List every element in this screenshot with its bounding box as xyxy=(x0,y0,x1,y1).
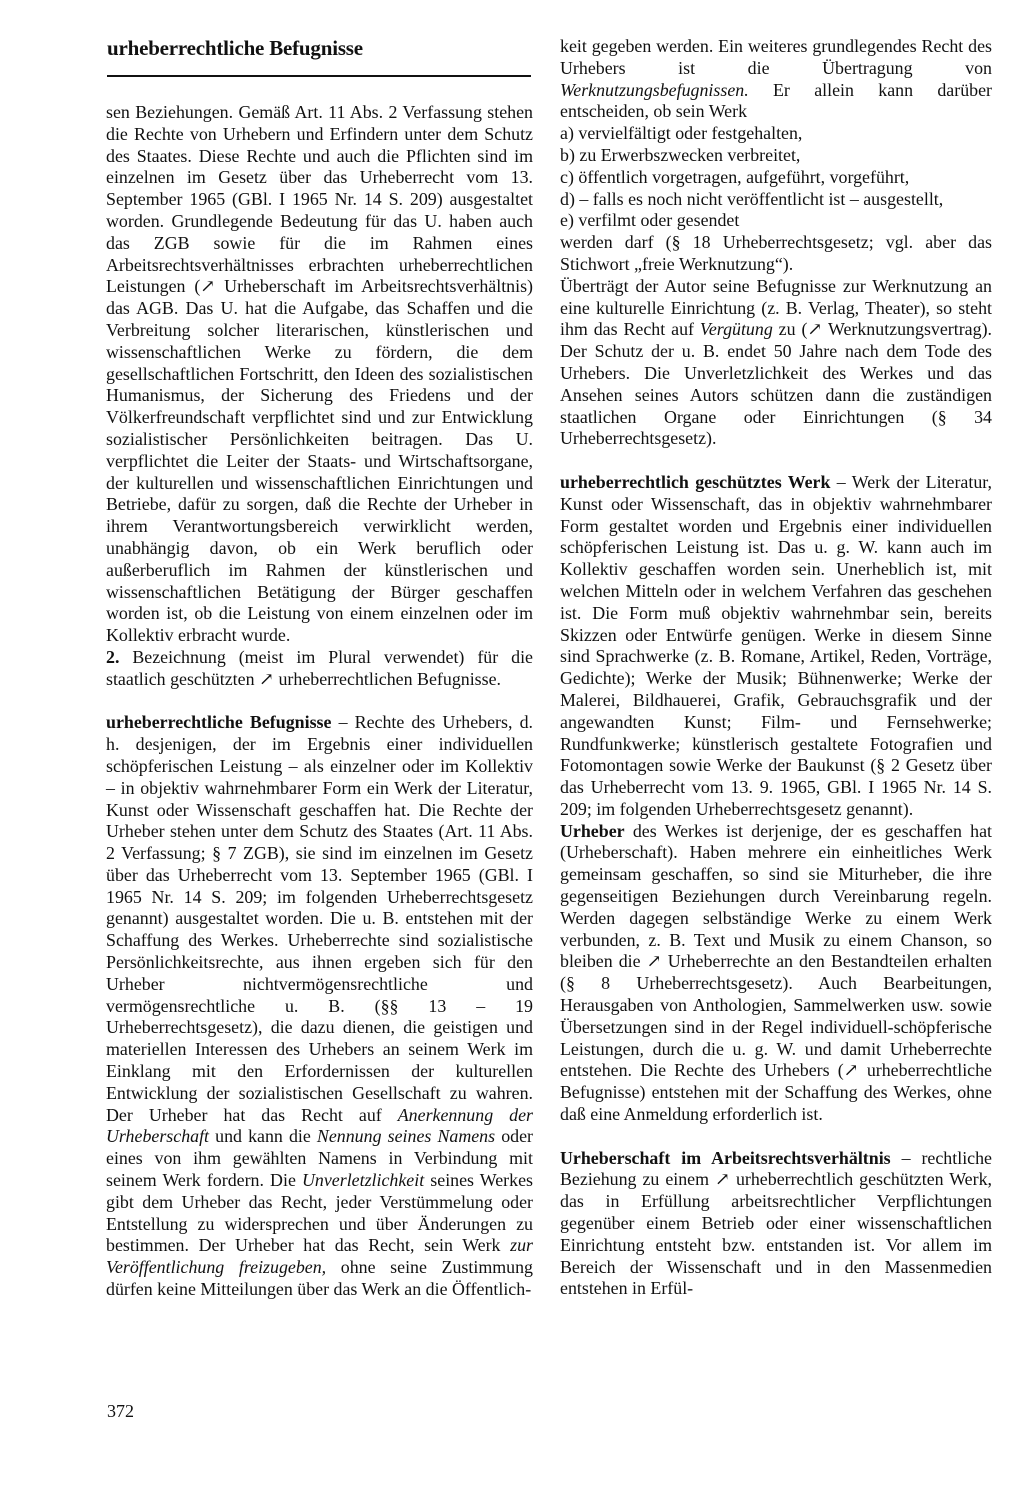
paragraph-text: Überträgt der Autor seine Befugnisse zur Werknutzung an eine kulturelle Einrichtung (z. B. Verlag, Theater), so steht ihm das Recht auf xyxy=(560,275,992,340)
paragraph-continued xyxy=(560,36,992,123)
paragraph-text: zu (↗ Werknutzungsvertrag). Der Schutz der u. B. endet 50 Jahre nach dem Tode des Urhebers. Die Unverletzlichkeit des Werkes und das Ansehen seines Autors schützen dann die zuständigen staatlichen Organe oder Einrichtungen (§ 34 Urheberrechtsgesetz). xyxy=(560,319,992,449)
entry-text: seines Werkes gibt dem Urheber das Recht, jeder Verstümmelung oder Entstellung zu widersprechen und über Änderungen zu bestimmen. Der Urheber hat das Recht, sein Werk xyxy=(106,1170,533,1256)
entry-urheberrechtlich-geschuetztes-werk xyxy=(560,472,992,821)
paragraph-continued: sen Beziehungen. Gemäß Art. 11 Abs. 2 Verfassung stehen die Rechte von Urhebern und Erfindern unter dem Schutz des Staates. Diese Rechte und auch die Pflichten sind im einzelnen im Gesetz über das Urheberrecht vom 13. September 1965 (GBl. I 1965 Nr. 14 S. 209) ausgestaltet worden. Grundlegende Bedeutung für das U. haben auch das ZGB sowie für die im Rahmen eines Arbeitsrechtsverhältnisses erbrachten urheberrechtlichen Leistungen (↗ Urheberschaft im Arbeitsrechtsverhältnis) das AGB. Das U. hat die Aufgabe, das Schaffen und die Verbreitung solcher literarischen, künstlerischen und wissenschaftlichen Werke zu fördern, die dem gesellschaftlichen Fortschritt, den Ideen des sozialistischen Humanismus, der Sicherung des Friedens und der Völkerfreundschaft verpflichtet sind und zur Entwicklung sozialistischer Persönlichkeiten beitragen. Das U. verpflichtet die Leiter der Staats- und Wirtschaftsorgane, der kulturellen und wissenschaftlichen Einrichtungen und Betriebe, dafür zu sorgen, daß die Rechte der Urheber in ihrem Verantwortungsbereich verwirklicht werden, unabhängig davon, ob ein Werk beruflich oder außerberuflich im Rahmen der künstlerischen und wissenschaftlichen Betätigung der Bürger geschaffen worden ist, ob die Leistung von einem einzelnen oder im Kollektiv erbracht wurde. xyxy=(106,102,533,646)
paragraph-numbered-2 xyxy=(106,647,533,691)
list-item: c) öffentlich vorgetragen, aufgeführt, vorgeführt, xyxy=(560,166,910,187)
entry-text: des Werkes ist derjenige, der es geschaffen hat (Urheberschaft). Haben mehrere ein einheitliches Werk gemeinsam geschaffen, so sind sie Miturheber, die ihre gegenseitigen Beziehungen durch Vereinbarung regeln. Werden dagegen selbständige Werke zu einem Werk verbunden, z. B. Text und Musik zu einem Chanson, so bleiben die ↗ Urheberrechte an den Bestandteilen erhalten (§ 8 Urheberrechtsgesetz). Auch Bearbeitungen, Herausgaben von Anthologien, Sammelwerken usw. sowie Übersetzungen sind in der Regel individuell-schöpferische Leistungen, durch die u. g. W. und damit Urheberrechte entstehen. Die Rechte des Urhebers (↗ urheberrechtliche Befugnisse) entstehen mit der Schaffung des Werkes, ohne daß eine Anmeldung erforderlich ist. xyxy=(560,820,992,1125)
page-number: 372 xyxy=(107,1401,134,1421)
entry-text: ohne seine Zustimmung dürfen keine Mitteilungen über das Werk an die Öffentlich- xyxy=(106,1257,533,1300)
entry-text: – Rechte des Urhebers, d. h. desjenigen, der im Ergebnis einer individuellen schöpferischen Leistung – als einzelner oder im Kollektiv – in objektiv wahrnehmbarer Form ein Werk der Literatur, Kunst oder Wissenschaft geschaffen hat. Die Rechte der Urheber stehen unter dem Schutz des Staates (Art. 11 Abs. 2 Verfassung; § 7 ZGB), sie sind im einzelnen im Gesetz über das Urheberrecht vom 13. September 1965 (GBl. I 1965 Nr. 14 S. 209; im folgenden Urheberrechtsgesetz genannt) ausgestaltet worden. Die u. B. entstehen mit der Schaffung des Werkes. Urheberrechte sind sozialistische Persönlichkeitsrechte, aus ihnen ergeben sich für den Urheber nichtvermögensrechtliche und vermögensrechtliche u. B. (§§ 13 – 19 Urheberrechtsgesetz), die dazu dienen, die geistigen und materiellen Interessen des Urhebers an seinem Werk im Einklang mit den Erfordernissen der kulturellen Entwicklung der sozialistischen Gesellschaft zu wahren. Der Urheber hat das Recht auf xyxy=(106,712,533,1125)
list-item: d) – falls es noch nicht veröffentlicht ist – ausgestellt, xyxy=(560,188,944,209)
entry-emphasis: Unverletzlichkeit xyxy=(301,1170,425,1191)
paragraph-text: Bezeichnung (meist im Plural verwendet) für die staatlich geschützten ↗ urheberrechtlichen Befugnisse. xyxy=(106,646,533,689)
paragraph-urheber xyxy=(560,821,992,1126)
item-number: 2. xyxy=(106,646,120,667)
entry-lemma: urheberrechtliche Befugnisse xyxy=(106,712,332,733)
header-rule xyxy=(107,75,531,77)
entry-urheberschaft-im-arbeitsrechtsverhaeltnis xyxy=(560,1148,992,1301)
paragraph: werden darf (§ 18 Urheberrechtsgesetz; vgl. aber das Stichwort „freie Werknutzung“). xyxy=(560,232,992,274)
entry-text: und kann die xyxy=(209,1126,317,1147)
entry-lemma: Urheberschaft im Arbeitsrechtsverhältnis xyxy=(560,1147,891,1168)
entry-text: oder eines von ihm gewählten Namens in Verbindung mit seinem Werk fordern. Die xyxy=(106,1126,534,1191)
entry-emphasis: zur Veröffentlichung freizugeben, xyxy=(106,1235,533,1278)
entry-lemma: Urheber xyxy=(560,820,625,841)
left-column xyxy=(106,102,533,1301)
enumeration-list xyxy=(560,123,992,232)
entry-emphasis: Nennung seines Namens xyxy=(316,1126,496,1147)
paragraph xyxy=(560,276,992,450)
list-item: b) zu Erwerbszwecken verbreitet, xyxy=(560,144,801,165)
entry-lemma: urheberrechtlich geschütztes Werk xyxy=(560,471,831,492)
list-item: a) vervielfältigt oder festgehalten, xyxy=(560,123,803,144)
running-header: urheberrechtliche Befugnisse xyxy=(107,36,363,60)
paragraph-text: keit gegeben werden. Ein weiteres grundlegendes Recht des Urhebers ist die Übertragung von xyxy=(560,36,992,78)
list-item: e) verfilmt oder gesendet xyxy=(560,210,740,231)
paragraph-text: Er allein kann darüber entscheiden, ob sein Werk xyxy=(560,79,992,122)
paragraph-emphasis: Werknutzungsbefugnissen. xyxy=(560,79,749,100)
right-column xyxy=(560,36,992,1300)
entry-emphasis: Anerkennung der Urheberschaft xyxy=(106,1104,533,1147)
entry-urheberrechtliche-befugnisse xyxy=(106,712,533,1301)
paragraph-emphasis: Vergütung xyxy=(699,319,773,340)
entry-text: – Werk der Literatur, Kunst oder Wissenschaft, das in objektiv wahrnehmbarer Form gestaltet worden und Ergebnis einer individuellen schöpferischen Leistung ist. Das u. g. W. kann auch im Kollektiv geschaffen worden sein. Unerheblich ist, mit welchen Mitteln oder in welchem Verfahren das geschehen ist. Die Form muß objektiv wahrnehmbar sein, bereits Skizzen oder Entwürfe genügen. Werke in diesem Sinne sind Sprachwerke (z. B. Romane, Artikel, Reden, Vorträge, Gedichte); Werke der Musik; Bühnenwerke; Werke der Malerei, Bildhauerei, Grafik, Gebrauchsgrafik und der angewandten Kunst; Film- und Fernsehwerke; Rundfunkwerke; künstlerisch gestaltete Fotografien und Fotomontagen sowie Werke der Baukunst (§ 2 Gesetz über das Urheberrecht vom 13. 9. 1965, GBl. I 1965 Nr. 14 S. 209; im folgenden Urheberrechtsgesetz genannt). xyxy=(560,471,992,819)
entry-text: – rechtliche Beziehung zu einem ↗ urheberrechtlich geschützten Werk, das in Erfüllung arbeitsrechtlicher Verpflichtungen gegenüber einem Betrieb oder einer wissenschaftlichen Einrichtung entsteht bzw. entstanden ist. Vor allem im Bereich der Wissenschaft und in den Massenmedien entstehen in Erfül- xyxy=(560,1147,992,1299)
